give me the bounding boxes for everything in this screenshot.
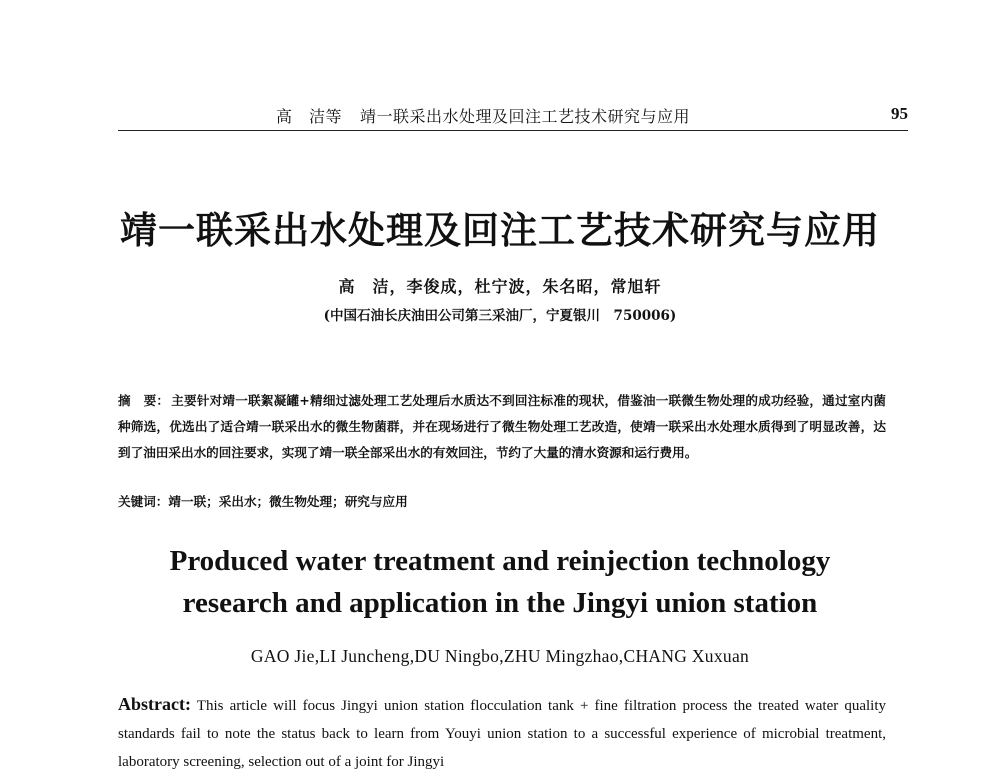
english-title-line-1: Produced water treatment and reinjection technology [169, 545, 831, 577]
english-title [0, 540, 1000, 624]
chinese-abstract [118, 388, 886, 466]
chinese-keywords-text: 靖一联；采出水；微生物处理；研究与应用 [168, 494, 408, 509]
english-authors: GAO Jie,LI Juncheng,DU Ningbo,ZHU Mingzhao,CHANG Xuxuan [250, 646, 750, 666]
english-abstract [118, 690, 886, 776]
english-title-line-2: research and application in the Jingyi union station [182, 587, 818, 619]
chinese-abstract-text: 主要针对靖一联絮凝罐+精细过滤处理工艺处理后水质达不到回注标准的现状，借鉴油一联微生物处理的成功经验，通过室内菌种筛选，优选出了适合靖一联采出水的微生物菌群，并在现场进行了微生物处理工艺改造，使靖一联采出水处理水质得到了明显改善，达到了油田采出水的回注要求，实现了靖一联全部采出水的有效回注，节约了大量的清水资源和运行费用。 [118, 393, 886, 460]
chinese-authors: 高 洁，李俊成，杜宁波，朱名昭，常旭轩 [338, 277, 662, 296]
running-head-title [118, 104, 848, 127]
chinese-title: 靖一联采出水处理及回注工艺技术研究与应用 [120, 208, 880, 252]
running-head [118, 104, 908, 131]
english-abstract-label: Abstract: [118, 694, 191, 714]
chinese-abstract-label: 摘 要： [118, 393, 170, 408]
chinese-keywords [118, 492, 886, 512]
running-head-authors: 高 洁等 [275, 107, 342, 126]
page-number: 95 [891, 104, 908, 123]
english-abstract-text: This article will focus Jingyi union station flocculation tank + fine filtration process the treated water quality standards fail to note the status back to learn from Youyi union station to a successful experience of microbial treatment, laboratory screening, selection out of a joint for Jingyi [118, 698, 886, 770]
running-head-paper-title: 靖一联采出水处理及回注工艺技术研究与应用 [360, 107, 691, 126]
chinese-affiliation: (中国石油长庆油田公司第三采油厂，宁夏银川 750006) [323, 308, 677, 324]
chinese-keywords-label: 关键词： [118, 494, 169, 509]
